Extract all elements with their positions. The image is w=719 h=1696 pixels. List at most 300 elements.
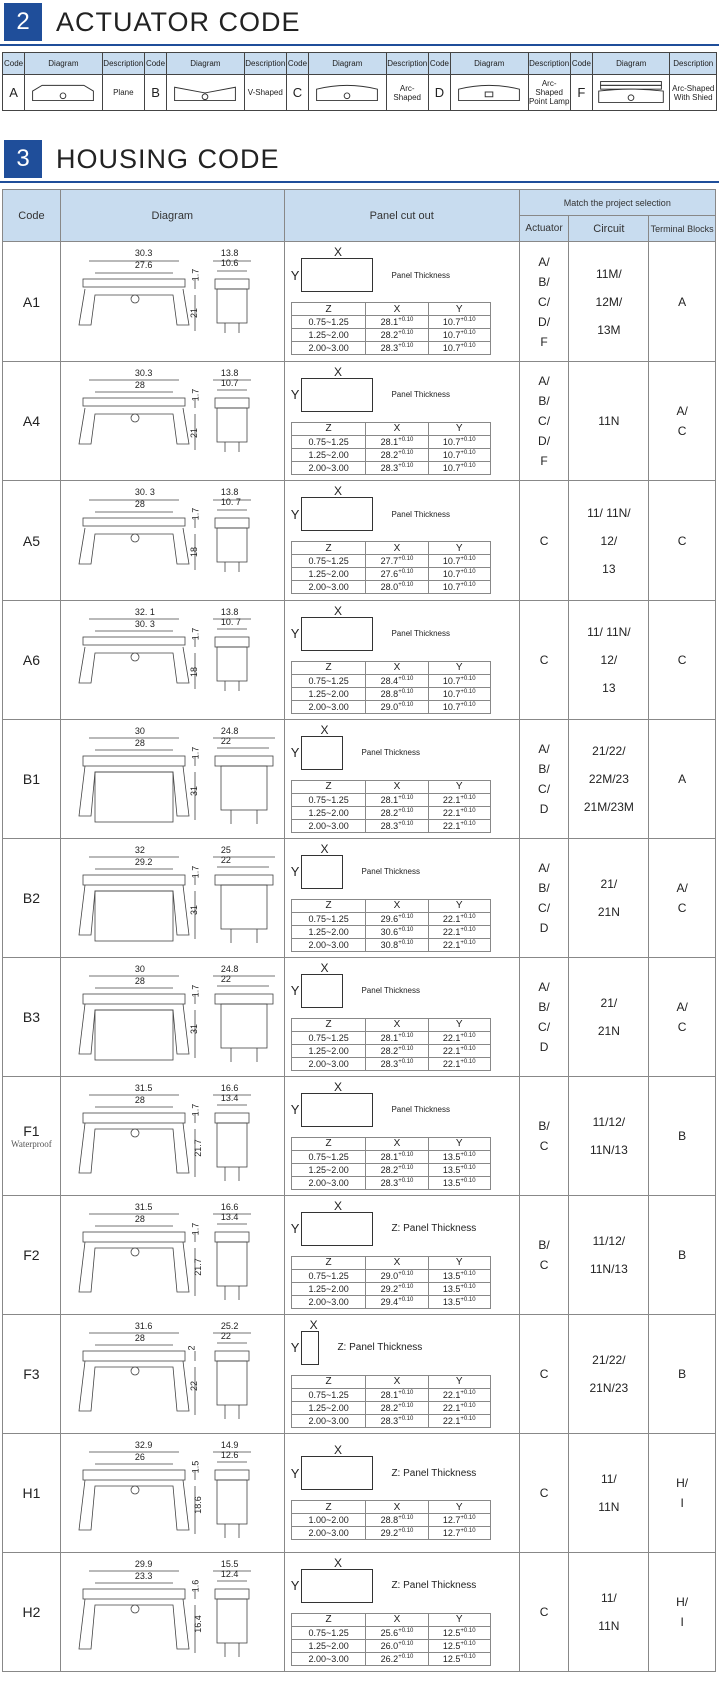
terminal-blocks: A/ C (649, 958, 716, 1077)
housing-row (3, 1196, 716, 1315)
cut-x-label: X (333, 245, 342, 259)
col-y: Y (428, 661, 490, 674)
dim-height-top: 1.7 (190, 1222, 201, 1236)
cutout-rect (301, 1443, 373, 1490)
arc-shaped-actuator-icon (309, 75, 387, 111)
cut-thickness: 1.25~2.00 (291, 806, 366, 819)
cut-x: $29.0^{+0.10}$ (366, 700, 428, 713)
cutout-dimension-table (291, 422, 491, 475)
col-y: Y (428, 1256, 490, 1269)
actuator-header-code: Code (144, 53, 166, 75)
dim-height-top: 1.5 (190, 1460, 201, 1474)
cutout-dimension-table (291, 1613, 491, 1666)
col-y: Y (428, 780, 490, 793)
cutout-rect (301, 841, 343, 889)
cut-x: $28.2^{+0.10}$ (366, 1401, 428, 1414)
cut-y-label: Y (290, 1102, 300, 1117)
dim-side-inner: 13.4 (220, 1093, 239, 1103)
cut-y: $12.7^{+0.10}$ (428, 1514, 490, 1527)
actuator-list: C (519, 1553, 569, 1672)
terminal-blocks: C (649, 481, 716, 601)
cut-y: $13.5^{+0.10}$ (428, 1269, 490, 1282)
point-lamp-actuator-icon (451, 75, 529, 111)
actuator-list: C (519, 601, 569, 720)
actuator-list: B/ C (519, 1196, 569, 1315)
cut-y: $10.7^{+0.10}$ (428, 700, 490, 713)
dim-height-top: 1.7 (190, 388, 201, 402)
panel-thickness-label: Panel Thickness (391, 1105, 451, 1114)
col-x: X (366, 661, 428, 674)
housing-diagram (60, 1196, 284, 1315)
housing-drawing (65, 1319, 279, 1429)
housing-diagram (60, 362, 284, 481)
actuator-section-header (0, 0, 719, 44)
col-z: Z (291, 780, 366, 793)
circuit-list: 21/22/ 21N/23 (569, 1315, 649, 1434)
section-title: HOUSING CODE (56, 143, 280, 174)
col-y: Y (428, 899, 490, 912)
dim-height-top: 1.7 (190, 1103, 201, 1117)
cut-thickness: 0.75~1.25 (291, 1388, 366, 1401)
col-x: X (366, 1256, 428, 1269)
section-divider (0, 44, 719, 46)
section-divider (0, 181, 719, 183)
cutout-dimension-table (291, 541, 491, 594)
housing-row (3, 720, 716, 839)
cut-thickness: 1.25~2.00 (291, 1639, 366, 1652)
dim-width-inner: 28 (134, 738, 145, 748)
terminal-blocks: H/ I (649, 1434, 716, 1553)
cut-y: $10.7^{+0.10}$ (428, 687, 490, 700)
cut-y-label: Y (290, 983, 300, 998)
panel-thickness-label: Panel Thickness (391, 629, 451, 638)
cutout-rect (301, 1198, 373, 1246)
header-actuator: Actuator (519, 216, 569, 242)
header-terminal-blocks: Terminal Blocks (649, 216, 716, 242)
actuator-list: A/ B/ C/ D/ F (519, 242, 569, 362)
housing-row (3, 1315, 716, 1434)
col-x: X (366, 1137, 428, 1150)
dim-height-top: 1.7 (190, 268, 201, 282)
cut-x-label: X (320, 722, 329, 737)
header-match-selection: Match the project selection (519, 190, 715, 216)
dim-side-outer: 24.8 (220, 726, 239, 736)
cut-thickness: 2.00~3.00 (291, 1652, 366, 1665)
dim-side-inner: 13.4 (220, 1212, 239, 1222)
actuator-code: A (3, 75, 25, 111)
cut-thickness: 0.75~1.25 (291, 674, 366, 687)
housing-code: B1 (3, 720, 61, 839)
housing-code: A1 (3, 242, 61, 362)
actuator-header-code: Code (3, 53, 25, 75)
dim-side-outer: 16.6 (220, 1083, 239, 1093)
cut-thickness: 2.00~3.00 (291, 1414, 366, 1427)
cut-x: $28.1^{+0.10}$ (366, 793, 428, 806)
housing-drawing (65, 366, 279, 476)
col-y: Y (428, 1501, 490, 1514)
cut-y: $12.5^{+0.10}$ (428, 1626, 490, 1639)
cut-y: $22.1^{+0.10}$ (428, 1031, 490, 1044)
dim-width-inner: 28 (134, 380, 145, 390)
dim-height-top: 1.7 (190, 627, 201, 641)
cut-thickness: 2.00~3.00 (291, 1176, 366, 1189)
dim-side-outer: 25 (220, 845, 231, 855)
terminal-blocks: A (649, 720, 716, 839)
cut-x: $28.4^{+0.10}$ (366, 674, 428, 687)
housing-drawing (65, 605, 279, 715)
housing-diagram (60, 839, 284, 958)
cut-x: $28.3^{+0.10}$ (366, 461, 428, 474)
housing-diagram (60, 481, 284, 601)
dim-width-inner: 30. 3 (134, 619, 155, 629)
dim-height-top: 1.6 (190, 1579, 201, 1593)
cut-x: $28.2^{+0.10}$ (366, 1044, 428, 1057)
cut-y-label: Y (290, 626, 300, 641)
housing-drawing (65, 247, 279, 357)
actuator-header-code: Code (286, 53, 308, 75)
dim-height-top: 1.7 (190, 746, 201, 760)
dim-side-outer: 24.8 (220, 964, 239, 974)
panel-cutout (284, 1077, 519, 1196)
housing-code: B2 (3, 839, 61, 958)
cut-y: $22.1^{+0.10}$ (428, 925, 490, 938)
col-x: X (366, 1018, 428, 1031)
dim-height-body: 21.7 (192, 1139, 203, 1157)
cut-x-label: X (333, 1555, 342, 1570)
actuator-list: A/ B/ C/ D/ F (519, 362, 569, 481)
cut-x: $26.2^{+0.10}$ (366, 1652, 428, 1665)
housing-row (3, 1553, 716, 1672)
actuator-description: Plane (102, 75, 144, 111)
col-z: Z (291, 542, 366, 555)
actuator-table (2, 52, 717, 111)
actuator-code: F (570, 75, 592, 111)
circuit-list: 11M/ 12M/ 13M (569, 242, 649, 362)
circuit-list: 21/ 21N (569, 839, 649, 958)
cutout-rect (301, 245, 373, 292)
cut-y: $22.1^{+0.10}$ (428, 819, 490, 832)
cut-y: $22.1^{+0.10}$ (428, 1044, 490, 1057)
housing-drawing (65, 843, 279, 953)
cut-thickness: 1.25~2.00 (291, 568, 366, 581)
cutout-rect (301, 1555, 373, 1603)
housing-diagram (60, 242, 284, 362)
circuit-list: 11/ 11N/ 12/ 13 (569, 481, 649, 601)
cut-thickness: 0.75~1.25 (291, 1150, 366, 1163)
cut-x-label: X (320, 841, 329, 856)
cut-x: $25.6^{+0.10}$ (366, 1626, 428, 1639)
panel-thickness-label: Z: Panel Thickness (391, 1580, 477, 1591)
cut-x: $27.7^{+0.10}$ (366, 555, 428, 568)
housing-code: A5 (3, 481, 61, 601)
cut-thickness: 0.75~1.25 (291, 555, 366, 568)
dim-height-body: 31 (188, 1023, 199, 1035)
terminal-blocks: C (649, 601, 716, 720)
panel-cutout (284, 958, 519, 1077)
dim-side-inner: 22 (220, 736, 231, 746)
cut-y: $10.7^{+0.10}$ (428, 316, 490, 329)
housing-code: F2 (3, 1196, 61, 1315)
dim-height-body: 21 (188, 427, 199, 439)
cut-thickness: 2.00~3.00 (291, 342, 366, 355)
actuator-list: C (519, 1434, 569, 1553)
housing-code: F1 Waterproof (3, 1077, 61, 1196)
cut-x-label: X (320, 960, 329, 975)
panel-cutout (284, 481, 519, 601)
housing-row (3, 362, 716, 481)
circuit-list: 21/ 21N (569, 958, 649, 1077)
cut-x: $28.3^{+0.10}$ (366, 1176, 428, 1189)
dim-height-top: 2 (186, 1345, 197, 1351)
dim-side-outer: 25.2 (220, 1321, 239, 1331)
housing-code: F3 (3, 1315, 61, 1434)
col-x: X (366, 1501, 428, 1514)
cut-y: $12.5^{+0.10}$ (428, 1639, 490, 1652)
cut-thickness: 2.00~3.00 (291, 461, 366, 474)
terminal-blocks: B (649, 1315, 716, 1434)
cutout-dimension-table (291, 661, 491, 714)
cut-x: $28.3^{+0.10}$ (366, 1414, 428, 1427)
cut-x: $28.3^{+0.10}$ (366, 1057, 428, 1070)
panel-cutout (284, 839, 519, 958)
cut-thickness: 0.75~1.25 (291, 1269, 366, 1282)
cut-x: $28.2^{+0.10}$ (366, 448, 428, 461)
cut-x-label: X (333, 603, 342, 618)
dim-width-inner: 26 (134, 1452, 145, 1462)
cut-thickness: 2.00~3.00 (291, 581, 366, 594)
col-z: Z (291, 1137, 366, 1150)
housing-diagram (60, 1553, 284, 1672)
dim-side-inner: 12.4 (220, 1569, 239, 1579)
cut-thickness: 1.25~2.00 (291, 1163, 366, 1176)
actuator-header-code: Code (570, 53, 592, 75)
dim-side-outer: 13.8 (220, 368, 239, 378)
circuit-list: 11/ 11N/ 12/ 13 (569, 601, 649, 720)
cut-x: $28.8^{+0.10}$ (366, 1514, 428, 1527)
cut-y-label: Y (290, 387, 300, 402)
cut-thickness: 1.00~2.00 (291, 1514, 366, 1527)
col-z: Z (291, 1256, 366, 1269)
cut-y: $22.1^{+0.10}$ (428, 793, 490, 806)
col-y: Y (428, 1137, 490, 1150)
actuator-header-diagram: Diagram (167, 53, 245, 75)
cut-y: $10.7^{+0.10}$ (428, 329, 490, 342)
actuator-header-description: Description (670, 53, 717, 75)
col-x: X (366, 542, 428, 555)
cut-y: $10.7^{+0.10}$ (428, 448, 490, 461)
dim-width-outer: 31.6 (134, 1321, 153, 1331)
cut-x: $28.3^{+0.10}$ (366, 819, 428, 832)
dim-height-body: 21 (188, 307, 199, 319)
dim-side-outer: 15.5 (220, 1559, 239, 1569)
housing-code: A6 (3, 601, 61, 720)
housing-row (3, 1077, 716, 1196)
col-z: Z (291, 422, 366, 435)
cut-thickness: 0.75~1.25 (291, 435, 366, 448)
actuator-header-description: Description (386, 53, 428, 75)
plane-actuator-icon (25, 75, 103, 111)
cut-y: $12.5^{+0.10}$ (428, 1652, 490, 1665)
cutout-rect (301, 960, 343, 1008)
dim-side-inner: 10.6 (220, 258, 239, 268)
housing-code: H2 (3, 1553, 61, 1672)
actuator-description: Arc-Shaped (386, 75, 428, 111)
col-x: X (366, 1375, 428, 1388)
dim-width-outer: 32. 1 (134, 607, 155, 617)
housing-diagram (60, 720, 284, 839)
dim-side-outer: 14.9 (220, 1440, 239, 1450)
housing-drawing (65, 486, 279, 596)
dim-width-inner: 28 (134, 1214, 145, 1224)
cut-x: $28.3^{+0.10}$ (366, 342, 428, 355)
col-z: Z (291, 1375, 366, 1388)
cut-thickness: 0.75~1.25 (291, 1031, 366, 1044)
cut-y: $22.1^{+0.10}$ (428, 1057, 490, 1070)
dim-width-outer: 32 (134, 845, 145, 855)
actuator-code: C (286, 75, 308, 111)
dim-width-inner: 28 (134, 1333, 145, 1343)
dim-side-outer: 13.8 (220, 607, 239, 617)
housing-code: H1 (3, 1434, 61, 1553)
cut-x: $28.1^{+0.10}$ (366, 1388, 428, 1401)
cut-y: $13.5^{+0.10}$ (428, 1282, 490, 1295)
panel-cutout (284, 601, 519, 720)
panel-thickness-label: Panel Thickness (361, 867, 421, 876)
cut-y-label: Y (290, 1221, 300, 1236)
terminal-blocks: A/ C (649, 839, 716, 958)
terminal-blocks: A (649, 242, 716, 362)
col-z: Z (291, 1501, 366, 1514)
circuit-list: 11/ 11N (569, 1434, 649, 1553)
cut-x: $30.8^{+0.10}$ (366, 938, 428, 951)
dim-width-outer: 30.3 (134, 248, 153, 258)
housing-row (3, 601, 716, 720)
actuator-description: Arc-Shaped Point Lamp (528, 75, 570, 111)
dim-width-inner: 23.3 (134, 1571, 153, 1581)
housing-drawing (65, 1557, 279, 1667)
cut-x: $28.2^{+0.10}$ (366, 806, 428, 819)
housing-code: B3 (3, 958, 61, 1077)
cut-y: $22.1^{+0.10}$ (428, 1388, 490, 1401)
dim-width-outer: 30.3 (134, 368, 153, 378)
cut-y: $10.7^{+0.10}$ (428, 461, 490, 474)
panel-thickness-label: Panel Thickness (391, 270, 451, 280)
cut-x: $29.6^{+0.10}$ (366, 912, 428, 925)
cut-x: $29.2^{+0.10}$ (366, 1527, 428, 1540)
actuator-list: A/ B/ C/ D (519, 720, 569, 839)
dim-width-outer: 30 (134, 726, 145, 736)
cut-thickness: 1.25~2.00 (291, 1044, 366, 1057)
cut-thickness: 2.00~3.00 (291, 1295, 366, 1308)
col-z: Z (291, 1018, 366, 1031)
housing-table (2, 189, 716, 1672)
cutout-rect (301, 603, 373, 651)
cutout-dimension-table (291, 1137, 491, 1190)
dim-width-outer: 32.9 (134, 1440, 153, 1450)
cut-x-label: X (333, 1198, 342, 1213)
section-number: 2 (4, 3, 42, 41)
panel-thickness-label: Z: Panel Thickness (337, 1342, 423, 1353)
dim-side-inner: 22 (220, 855, 231, 865)
cut-thickness: 2.00~3.00 (291, 819, 366, 832)
col-z: Z (291, 1613, 366, 1626)
actuator-header-code: Code (428, 53, 450, 75)
dim-side-inner: 10. 7 (220, 617, 241, 627)
panel-thickness-label: Z: Panel Thickness (391, 1467, 477, 1479)
cut-y: $10.7^{+0.10}$ (428, 435, 490, 448)
cut-thickness: 1.25~2.00 (291, 687, 366, 700)
housing-section-header (0, 137, 719, 181)
dim-height-top: 1.7 (190, 984, 201, 998)
actuator-header-diagram: Diagram (451, 53, 529, 75)
header-code: Code (3, 190, 61, 242)
section-number: 3 (4, 140, 42, 178)
dim-width-outer: 31.5 (134, 1202, 153, 1212)
housing-row (3, 481, 716, 601)
housing-diagram (60, 1434, 284, 1553)
housing-drawing (65, 1438, 279, 1548)
actuator-header-description: Description (102, 53, 144, 75)
dim-side-outer: 13.8 (220, 487, 239, 497)
housing-drawing (65, 724, 279, 834)
housing-drawing (65, 1200, 279, 1310)
cut-y-label: Y (290, 745, 300, 760)
panel-cutout (284, 1196, 519, 1315)
cut-x: $28.1^{+0.10}$ (366, 316, 428, 329)
dim-height-body: 22 (188, 1380, 199, 1392)
cut-thickness: 0.75~1.25 (291, 912, 366, 925)
dim-side-inner: 12.6 (220, 1450, 239, 1460)
col-z: Z (291, 899, 366, 912)
housing-drawing (65, 962, 279, 1072)
panel-cutout (284, 720, 519, 839)
terminal-blocks: B (649, 1196, 716, 1315)
cutout-dimension-table (291, 1375, 491, 1428)
cutout-rect (301, 364, 373, 412)
cut-x-label: X (333, 1079, 342, 1094)
dim-width-inner: 28 (134, 1095, 145, 1105)
header-circuit: Circuit (569, 216, 649, 242)
panel-cutout (284, 362, 519, 481)
cut-y: $22.1^{+0.10}$ (428, 912, 490, 925)
actuator-list: C (519, 1315, 569, 1434)
cut-y: $13.5^{+0.10}$ (428, 1150, 490, 1163)
cut-y: $22.1^{+0.10}$ (428, 938, 490, 951)
cut-x-label: X (333, 1443, 342, 1457)
cut-x: $28.1^{+0.10}$ (366, 1150, 428, 1163)
cut-y: $13.5^{+0.10}$ (428, 1295, 490, 1308)
panel-cutout (284, 242, 519, 362)
housing-diagram (60, 1315, 284, 1434)
circuit-list: 21/22/ 22M/23 21M/23M (569, 720, 649, 839)
dim-height-body: 18 (188, 546, 199, 558)
panel-thickness-label: Z: Panel Thickness (391, 1223, 477, 1234)
cut-x: $29.2^{+0.10}$ (366, 1282, 428, 1295)
dim-side-outer: 16.6 (220, 1202, 239, 1212)
cut-thickness: 1.25~2.00 (291, 329, 366, 342)
cut-thickness: 1.25~2.00 (291, 448, 366, 461)
cut-x-label: X (309, 1317, 318, 1332)
actuator-list: C (519, 481, 569, 601)
cut-y-label: Y (290, 1340, 300, 1355)
cut-y-label: Y (290, 1578, 300, 1593)
cut-thickness: 2.00~3.00 (291, 1057, 366, 1070)
dim-height-body: 16.4 (192, 1615, 203, 1633)
dim-side-inner: 22 (220, 1331, 231, 1341)
cut-y-label: Y (290, 864, 300, 879)
cutout-dimension-table (291, 1256, 491, 1309)
cut-thickness: 0.75~1.25 (291, 316, 366, 329)
